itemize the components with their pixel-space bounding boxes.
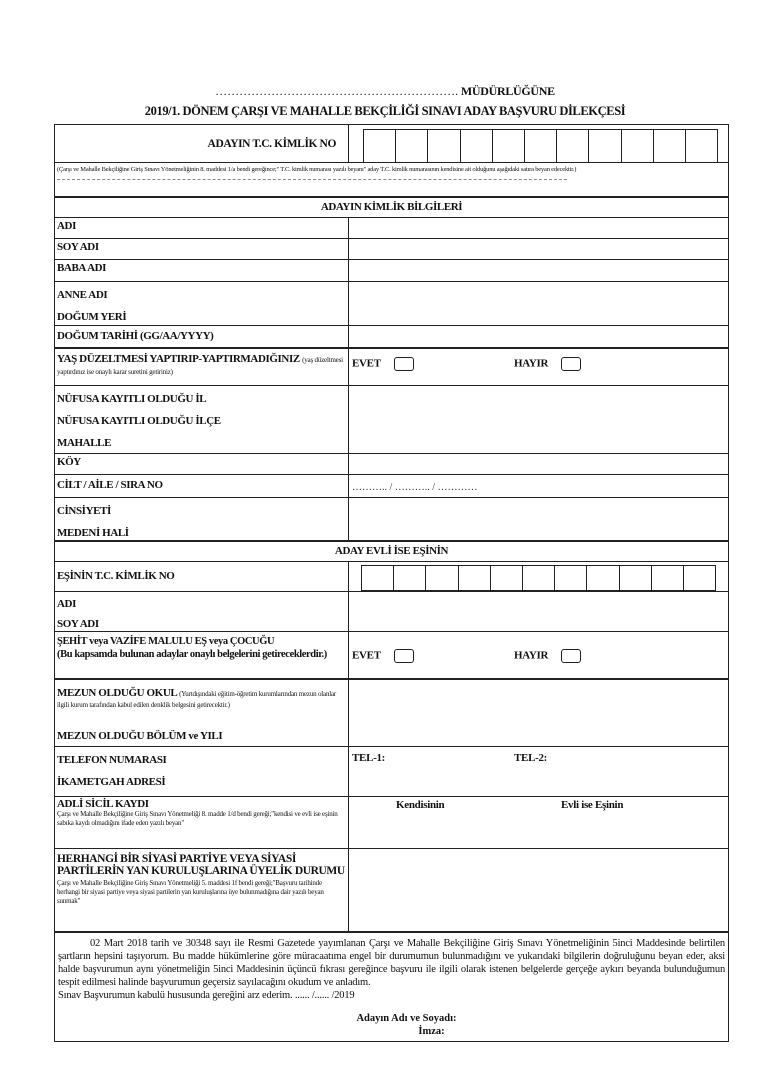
political-field[interactable] xyxy=(349,849,728,931)
birthdate-row xyxy=(55,326,728,349)
volume-field[interactable]: ……….. / ……….. / ………… xyxy=(352,482,478,493)
school-label: MEZUN OLDUĞU OKUL xyxy=(57,687,177,699)
criminal-spouse-label[interactable]: Evli ise Eşinin xyxy=(561,799,624,811)
registry-field[interactable] xyxy=(349,386,728,453)
village-label: KÖY xyxy=(55,454,349,474)
birthdate-field[interactable] xyxy=(349,326,728,347)
spouse-tc-digit-boxes[interactable] xyxy=(361,565,716,591)
volume-label: CİLT / AİLE / SIRA NO xyxy=(55,475,349,497)
criminal-record-cell xyxy=(55,797,349,848)
gender-label: CİNSİYETİ xyxy=(57,505,111,517)
tc-digit-box[interactable] xyxy=(555,566,587,590)
tc-digit-box[interactable] xyxy=(684,566,715,590)
spouse-tc-input[interactable] xyxy=(349,562,728,591)
martyr-note: (Bu kapsamda bulunan adaylar onaylı belgelerini getireceklerdir.) xyxy=(57,649,327,660)
tc-row xyxy=(55,125,728,163)
declaration-request: Sınav Başvurumun kabulü hususunda gereğini arz ederim. ...... /...... /2019 xyxy=(58,990,355,1001)
signature-label[interactable]: İmza: xyxy=(418,1026,445,1037)
contact-fields xyxy=(349,747,728,796)
martyr-yes-label: EVET xyxy=(352,649,381,662)
mother-birthplace-row xyxy=(55,282,728,326)
martyr-options xyxy=(349,632,728,678)
spouse-name-labels xyxy=(55,592,349,631)
tc-digit-boxes[interactable] xyxy=(363,129,718,162)
school-note: (Yurtdışındaki eğitim-öğretim kurumlarından mezun olanlar ilgili kurum tarafından kabul edilen denklik belgesini getirecektir.) xyxy=(57,690,337,709)
tc-digit-box[interactable] xyxy=(686,130,717,162)
age-fix-note: (yaş düzeltmesi yaptırdınız ise onaylı karar suretini getiriniz) xyxy=(57,356,343,376)
tc-digit-box[interactable] xyxy=(362,566,394,590)
gender-marital-labels xyxy=(55,498,349,540)
tc-digit-box[interactable] xyxy=(491,566,523,590)
martyr-no-checkbox[interactable] xyxy=(561,649,581,663)
candidate-name-label[interactable]: Adayın Adı ve Soyadı: xyxy=(356,1013,457,1024)
education-cell xyxy=(55,680,349,746)
age-fix-yes-checkbox[interactable] xyxy=(394,357,414,371)
tc-note-row xyxy=(55,163,728,198)
mother-label: ANNE ADI xyxy=(57,289,108,301)
tc-digit-box[interactable] xyxy=(622,130,654,162)
contact-labels xyxy=(55,747,349,796)
form-title: 2019/1. DÖNEM ÇARŞI VE MAHALLE BEKÇİLİĞİ SINAVI ADAY BAŞVURU DİLEKÇESİ xyxy=(144,104,626,118)
age-fix-options xyxy=(349,349,728,385)
tc-digit-box[interactable] xyxy=(525,130,557,162)
spouse-name-field[interactable] xyxy=(349,592,728,631)
declaration-paragraph: 02 Mart 2018 tarih ve 30348 sayı ile Resmi Gazetede yayımlanan Çarşı ve Mahalle Bekçiliğine Giriş Sınavı Yönetmeliğinin 5inci Maddesinde belirtilen şartların hepsini taşıyorum. Bu madde hükümlerine göre müracaatıma engel bir durumumun bulunmadığını ve yukarıdaki bilgilerin doğruluğunu beyan eder, aksi halde başvurumun aynı yönetmeliğin 5inci Maddesinin üçüncü fıkrası gereğince başvuru ile ilgili olarak istenen belgelerde gerçeğe aykırı beyanda bulunduğumun tespit edilmesi halinde başvurumun geçersiz sayılacağını okudum ve anladım. xyxy=(58,938,725,988)
birthdate-label: DOĞUM TARİHİ (GG/AA/YYYY) xyxy=(55,326,349,347)
tc-label: ADAYIN T.C. KİMLİK NO xyxy=(55,125,349,162)
tc-digit-box[interactable] xyxy=(587,566,619,590)
tc-digit-box[interactable] xyxy=(364,130,396,162)
tc-digit-box[interactable] xyxy=(396,130,428,162)
criminal-self-label[interactable]: Kendisinin xyxy=(396,799,445,811)
education-row xyxy=(55,680,728,747)
spouse-section-title: ADAY EVLİ İSE EŞİNİN xyxy=(334,545,449,557)
village-field[interactable] xyxy=(349,454,728,474)
signature-block xyxy=(55,1012,728,1038)
age-fix-row xyxy=(55,349,728,386)
criminal-record-row xyxy=(55,797,728,849)
gender-marital-field[interactable] xyxy=(349,498,728,540)
declaration-text xyxy=(55,933,728,1004)
addressee: MÜDÜRLÜĞÜNE xyxy=(460,84,555,98)
tc-digit-box[interactable] xyxy=(426,566,458,590)
martyr-no-label: HAYIR xyxy=(514,649,549,662)
tc-digit-box[interactable] xyxy=(459,566,491,590)
contact-row xyxy=(55,747,728,797)
spouse-tc-label: EŞİNİN T.C. KİMLİK NO xyxy=(55,562,349,591)
spouse-surname-label: SOY ADI xyxy=(57,618,99,630)
political-cell xyxy=(55,849,349,931)
gender-marital-row xyxy=(55,498,728,542)
surname-row xyxy=(55,239,728,260)
mother-birthplace-labels xyxy=(55,282,349,325)
political-label: HERHANGİ BİR SİYASİ PARTİYE VEYA SİYASİ PARTİLERİN YAN KURULUŞLARINA ÜYELİK DURUMU xyxy=(57,853,345,877)
birthplace-label: DOĞUM YERİ xyxy=(57,311,127,323)
tc-digit-box[interactable] xyxy=(461,130,493,162)
criminal-record-note: Çarşı ve Mahalle Bekçiliğine Giriş Sınavı Yönetmeliği 8. madde 1/d bendi gereği;"kendisi ve evli ise eşinin sabıka kaydı olmadığını ifade eden yazılı beyan" xyxy=(57,810,338,827)
addressee-dots: ……………………………………………………. xyxy=(215,84,459,98)
reg-province-label: NÜFUSA KAYITLI OLDUĞU İL xyxy=(57,393,207,405)
age-fix-no-checkbox[interactable] xyxy=(561,357,581,371)
identity-section-title: ADAYIN KİMLİK BİLGİLERİ xyxy=(320,201,463,213)
age-fix-label: YAŞ DÜZELTMESİ YAPTIRIP-YAPTIRMADIĞINIZ xyxy=(57,353,300,365)
political-note: Çarşı ve Mahalle Bekçiliğine Giriş Sınavı Yönetmeliği 5. maddesi 1f bendi gereği;"Başvuru tarihinde herhangi bir siyasi partiye veya siyasi partilerin yan kuruluşlarına üye bulunmadığına dair yazılı beyan sunmak" xyxy=(57,879,324,905)
father-field[interactable] xyxy=(349,260,728,281)
name-label: ADI xyxy=(55,218,349,238)
tc-digit-box[interactable] xyxy=(589,130,621,162)
name-row xyxy=(55,218,728,239)
tc-digit-box[interactable] xyxy=(557,130,589,162)
identity-section-header xyxy=(55,198,728,218)
tc-digit-box[interactable] xyxy=(523,566,555,590)
age-fix-yes-label: EVET xyxy=(352,357,381,370)
department-label: MEZUN OLDUĞU BÖLÜM ve YILI xyxy=(57,730,223,742)
age-fix-cell xyxy=(55,349,349,385)
political-row xyxy=(55,849,728,933)
reg-district-label: NÜFUSA KAYITLI OLDUĞU İLÇE xyxy=(57,415,221,427)
registry-labels xyxy=(55,386,349,453)
neighborhood-label: MAHALLE xyxy=(57,437,112,449)
village-row xyxy=(55,454,728,475)
address-label: İKAMETGAH ADRESİ xyxy=(57,776,166,788)
criminal-record-fields xyxy=(349,797,728,848)
phone-label: TELEFON NUMARASI xyxy=(57,754,167,766)
tc-digit-box[interactable] xyxy=(620,566,652,590)
tc-input[interactable] xyxy=(349,125,728,162)
father-label: BABA ADI xyxy=(55,260,349,281)
tc-digit-box[interactable] xyxy=(394,566,426,590)
spouse-name-row xyxy=(55,592,728,632)
tel1-label[interactable]: TEL-1: xyxy=(352,752,386,764)
addressee-line xyxy=(0,84,770,99)
tc-digit-box[interactable] xyxy=(428,130,460,162)
tc-digit-box[interactable] xyxy=(654,130,686,162)
surname-field[interactable] xyxy=(349,239,728,259)
tc-digit-box[interactable] xyxy=(493,130,525,162)
martyr-yes-checkbox[interactable] xyxy=(394,649,414,663)
martyr-label: ŞEHİT veya VAZİFE MALULU EŞ veya ÇOCUĞU xyxy=(57,636,275,647)
tc-note: (Çarşı ve Mahalle Bekçiliğine Giriş Sınavı Yönetmeliğinin 8. maddesi 1/a bendi gereğince;" T.C. kimlik numarası yazılı beyanı" aday T.C. kimlik numarasının kendisine ait olduğunu aşağıdaki satıra beyan edecektir.) xyxy=(57,166,577,173)
volume-row xyxy=(55,475,728,498)
surname-label: SOY ADI xyxy=(55,239,349,259)
martyr-row xyxy=(55,632,728,680)
spouse-section-header xyxy=(55,542,728,562)
education-field[interactable] xyxy=(349,680,728,746)
marital-label: MEDENİ HALİ xyxy=(57,527,129,539)
tc-digit-box[interactable] xyxy=(652,566,684,590)
declaration-row xyxy=(55,933,728,1041)
father-row xyxy=(55,260,728,282)
registry-row xyxy=(55,386,728,454)
spouse-tc-row xyxy=(55,562,728,592)
tc-declaration-line[interactable] xyxy=(57,179,567,180)
name-field[interactable] xyxy=(349,218,728,238)
age-fix-no-label: HAYIR xyxy=(514,357,549,370)
mother-birthplace-field[interactable] xyxy=(349,282,728,325)
application-form xyxy=(54,124,729,1042)
martyr-cell xyxy=(55,632,349,678)
spouse-name-label: ADI xyxy=(57,598,76,610)
tel2-label[interactable]: TEL-2: xyxy=(514,752,548,764)
criminal-record-label: ADLİ SİCİL KAYDI xyxy=(57,798,149,810)
